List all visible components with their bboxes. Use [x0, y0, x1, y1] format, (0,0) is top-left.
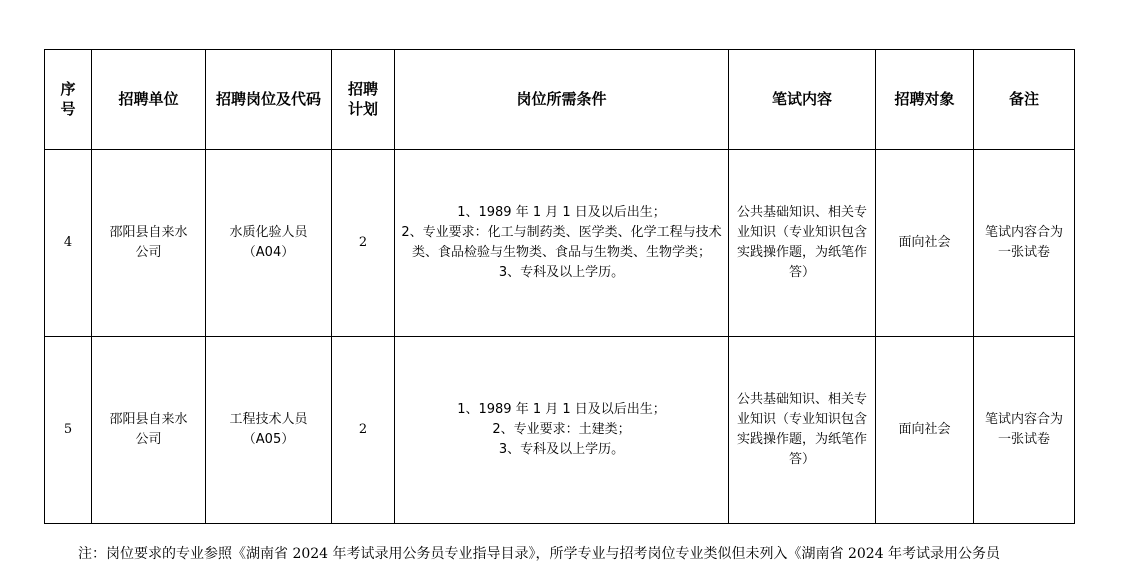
header-target: 招聘对象: [876, 50, 974, 150]
cell-remark: 笔试内容合为一张试卷: [974, 337, 1075, 524]
table-row: [45, 337, 1075, 524]
cell-seq: 4: [45, 150, 92, 337]
cell-exam: 公共基础知识、相关专业知识（专业知识包含实践操作题，为纸笔作答）: [729, 150, 876, 337]
header-plan: 招聘计划: [332, 50, 395, 150]
condition-line: 1、1989 年 1 月 1 日及以后出生；: [457, 204, 666, 220]
header-remark: 备注: [974, 50, 1075, 150]
condition-line: 3、专科及以上学历。: [498, 265, 625, 281]
cell-plan: 2: [332, 150, 395, 337]
table-header-row: [45, 50, 1075, 150]
cell-target: 面向社会: [876, 337, 974, 524]
cell-plan: 2: [332, 337, 395, 524]
header-exam: 笔试内容: [729, 50, 876, 150]
condition-line: 2、专业要求：化工与制药类、医学类、化学工程与技术类、食品检验与生物类、食品与生物类、生物学类；: [401, 224, 722, 260]
cell-unit: 邵阳县自来水公司: [92, 150, 206, 337]
cell-exam: 公共基础知识、相关专业知识（专业知识包含实践操作题，为纸笔作答）: [729, 337, 876, 524]
condition-line: 3、专科及以上学历。: [498, 442, 625, 458]
header-position: 招聘岗位及代码: [206, 50, 332, 150]
header-seq: 序号: [45, 50, 92, 150]
cell-position: 水质化验人员（A04）: [206, 150, 332, 337]
header-unit: 招聘单位: [92, 50, 206, 150]
cell-position: 工程技术人员（A05）: [206, 337, 332, 524]
cell-remark: 笔试内容合为一张试卷: [974, 150, 1075, 337]
cell-conditions: [395, 150, 729, 337]
condition-line: 2、专业要求：土建类；: [492, 421, 631, 437]
cell-conditions: [395, 337, 729, 524]
table-row: [45, 150, 1075, 337]
cell-target: 面向社会: [876, 150, 974, 337]
cell-unit: 邵阳县自来水公司: [92, 337, 206, 524]
header-conditions: 岗位所需条件: [395, 50, 729, 150]
cell-seq: 5: [45, 337, 92, 524]
footnote: 注：岗位要求的专业参照《湖南省 2024 年考试录用公务员专业指导目录》，所学专业与招考岗位专业类似但未列入《湖南省 2024 年考试录用公务员: [78, 546, 1001, 562]
recruitment-table: [44, 49, 1075, 524]
condition-line: 1、1989 年 1 月 1 日及以后出生；: [457, 401, 666, 417]
